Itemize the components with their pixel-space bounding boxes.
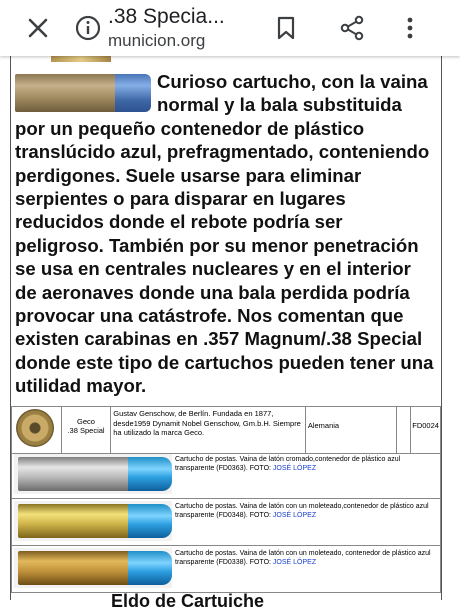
list-item [11, 499, 441, 546]
photo-credit-link[interactable]: JOSÉ LÓPEZ [272, 559, 317, 567]
photo-credit-link[interactable]: JOSÉ LÓPEZ [272, 465, 317, 473]
cartridge-caption: Cartucho de postas. Vaina de latón cromado,contenedor de plástico azul transparente (FD0363). FOTO: JOSÉ LÓPEZ [175, 456, 401, 473]
cartridge-brand: Geco [77, 417, 95, 426]
next-section-heading: Eldo de Cartuiche [111, 591, 265, 611]
page-title: .38 Specia... [108, 5, 225, 28]
cartridge-photo [14, 501, 172, 541]
cartridge-caption: Cartucho de postas. Vaina de latón con un moleteado,contenedor de plástico azul transparente (FD0348). FOTO: JOSÉ LÓPEZ [175, 503, 429, 520]
more-options-icon[interactable] [390, 8, 430, 48]
cartridge-photo [14, 454, 172, 494]
description-text: Curioso cartucho, con la vaina normal y la bala substituida por un pequeño contenedor de plástico translúcido azul, prefragmentado, conteniendo perdigones. Suele usarse para eliminar serpientes o para disparar en lugares reducidos donde el rebote podría ser peligroso. También por su menor penetración se usa en centrales nucleares y en el interior de aeronaves donde una bala perdida podría provocar una catástrofe. Nos comentan que existen carabinas en .357 Magnum/.38 Special donde este tipo de cartuchos pueden tener una utilidad mayor. [15, 71, 434, 397]
table-row [12, 407, 441, 454]
cartridge-list [11, 452, 441, 593]
bookmark-icon[interactable] [266, 8, 306, 48]
cartridge-photo-fragment [51, 56, 111, 62]
cartridge-image [15, 74, 151, 112]
page-content[interactable] [0, 56, 460, 611]
article-frame [10, 56, 442, 611]
list-item [11, 546, 441, 593]
site-info-icon[interactable] [68, 8, 108, 48]
cartridge-photo [14, 548, 172, 588]
specs-table [11, 406, 441, 454]
list-item [11, 452, 441, 499]
description-block [15, 70, 435, 398]
headstamp-photo [12, 407, 62, 454]
page-domain: municion.org [108, 31, 206, 50]
share-icon[interactable] [332, 8, 372, 48]
country-cell: Alemania [305, 407, 396, 454]
browser-toolbar [0, 0, 460, 56]
close-icon[interactable] [18, 8, 58, 48]
code-cell: FD0024 [411, 407, 441, 454]
cartridge-caption: Cartucho de postas. Vaina de latón con un moleteado, contenedor de plástico azul transparente (FD0338). FOTO: JOSÉ LÓPEZ [175, 550, 431, 567]
title-block[interactable] [108, 4, 225, 52]
maker-cell: Gustav Genschow, de Berlín. Fundada en 1877, desde1959 Dynamit Nobel Genschow, Gm.b.H. Siempre ha utilizado la marca Geco. [111, 407, 306, 454]
photo-credit-link[interactable]: JOSÉ LÓPEZ [272, 512, 317, 520]
cartridge-name-cell [61, 407, 110, 454]
cartridge-caliber: .38 Special [67, 426, 105, 435]
empty-cell [397, 407, 411, 454]
